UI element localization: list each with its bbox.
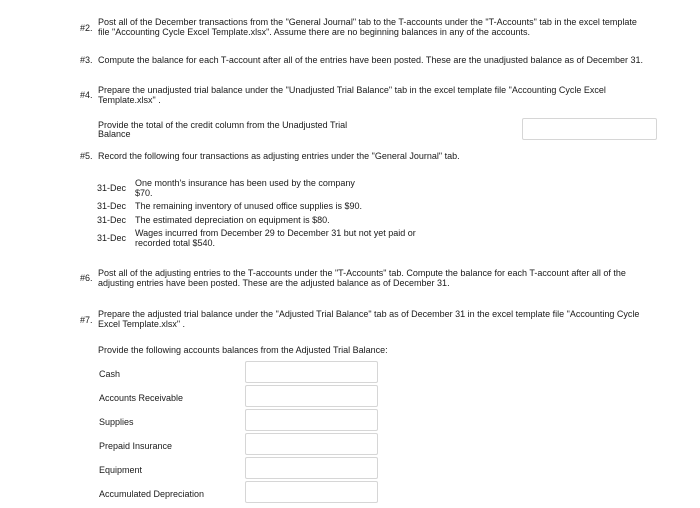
item-3-text: Compute the balance for each T-account after all of the entries have been posted. These are the unadjusted balance as of December 31.: [98, 55, 644, 65]
supplies-input[interactable]: [245, 409, 378, 431]
item-7-number: #7.: [80, 315, 93, 325]
equipment-label: Equipment: [99, 465, 143, 475]
entry-2-date: 31-Dec: [97, 201, 127, 211]
equipment-input[interactable]: [245, 457, 378, 479]
entry-1-line1: One month's insurance has been used by the company: [135, 178, 355, 188]
item-4-line1: Prepare the unadjusted trial balance under the "Unadjusted Trial Balance" tab in the excel template file "Accounting Cycle Excel: [98, 85, 606, 95]
item-6-line1: Post all of the adjusting entries to the T-accounts under the "T-Accounts" tab. Compute the balance for each T-account after all of the: [98, 268, 626, 278]
item-5-text: Record the following four transactions as adjusting entries under the "General Journal" tab.: [98, 151, 460, 161]
item-4-prompt-line1: Provide the total of the credit column from the Unadjusted Trial: [98, 120, 348, 130]
item-2-line2: file "Accounting Cycle Excel Template.xlsx". Assume there are no beginning balances in any of the accounts.: [98, 27, 530, 37]
item-3-number: #3.: [80, 55, 93, 65]
item-4-line2: Template.xlsx" .: [98, 95, 161, 105]
entry-4-line2: recorded total $540.: [135, 238, 216, 248]
prepaid-insurance-input[interactable]: [245, 433, 378, 455]
cash-input[interactable]: [245, 361, 378, 383]
cash-label: Cash: [99, 369, 121, 379]
item-6-number: #6.: [80, 273, 93, 283]
entry-3-date: 31-Dec: [97, 215, 127, 225]
entry-3-line1: The estimated depreciation on equipment is $80.: [135, 215, 330, 225]
item-6-line2: adjusting entries have been posted. These are the adjusted balance as of December 31.: [98, 278, 450, 288]
item-2-number: #2.: [80, 23, 93, 33]
item-4-number: #4.: [80, 90, 93, 100]
entry-4-line1: Wages incurred from December 29 to December 31 but not yet paid or: [135, 228, 416, 238]
item-5-number: #5.: [80, 151, 93, 161]
item-4-prompt-line2: Balance: [98, 129, 131, 139]
accounts-receivable-label: Accounts Receivable: [99, 393, 184, 403]
accounts-receivable-input[interactable]: [245, 385, 378, 407]
accumulated-depreciation-input[interactable]: [245, 481, 378, 503]
item-7-line1: Prepare the adjusted trial balance under the "Adjusted Trial Balance" tab as of December 31 in the excel template file "Accounting Cycle: [98, 309, 640, 319]
supplies-label: Supplies: [99, 417, 134, 427]
item-7-line2: Excel Template.xlsx" .: [98, 319, 186, 329]
credit-total-input[interactable]: [522, 118, 657, 140]
entry-1-line2: $70.: [135, 188, 153, 198]
accumulated-depreciation-label: Accumulated Depreciation: [99, 489, 205, 499]
item-7-prompt: Provide the following accounts balances from the Adjusted Trial Balance:: [98, 345, 388, 355]
entry-4-date: 31-Dec: [97, 233, 127, 243]
prepaid-insurance-label: Prepaid Insurance: [99, 441, 173, 451]
item-2-line1: Post all of the December transactions from the "General Journal" tab to the T-accounts under the "T-Accounts" tab in the excel template: [98, 17, 637, 27]
entry-2-line1: The remaining inventory of unused office supplies is $90.: [135, 201, 362, 211]
entry-1-date: 31-Dec: [97, 183, 127, 193]
